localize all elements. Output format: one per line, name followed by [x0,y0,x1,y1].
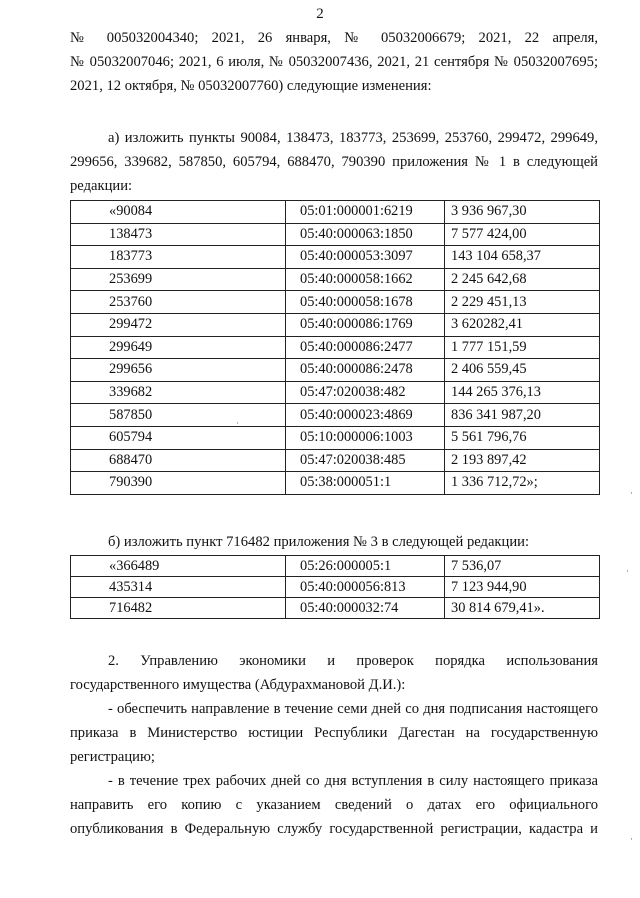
table-cell-cadastral: 05:40:000032:74 [286,598,445,619]
table-cell-cadastral: 05:40:000056:813 [286,577,445,598]
page-number: 2 [316,6,324,22]
table-cell-cadastral: 05:10:000006:1003 [286,426,445,449]
table-row [71,201,600,224]
text-line: б) изложить пункт 716482 приложения № 3 в следующей редакции: [108,534,530,550]
table-cell-cadastral: 05:38:000051:1 [286,472,445,495]
text-line: государственного имущества (Абдурахмановой Д.И.): [70,677,406,693]
table-cell-value: 2 229 451,13 [445,291,600,314]
table-cell-value: 1 336 712,72»; [445,472,600,495]
table-row [71,472,600,495]
table-cell-cadastral: 05:47:020038:485 [286,449,445,472]
table-cell-cadastral: 05:40:000058:1662 [286,268,445,291]
table-row [71,246,600,269]
text-line: приказа в Министерство юстиции Республики Дагестан на государственную [70,725,598,741]
table-row [71,313,600,336]
table-cell-value: 143 104 658,37 [445,246,600,269]
text-line: 2021, 12 октября, № 05032007760) следующие изменения: [70,78,432,94]
table-row [71,449,600,472]
table-cell-item: 253760 [71,291,286,314]
table-cell-cadastral: 05:40:000023:4869 [286,404,445,427]
table-cell-item: 587850 [71,404,286,427]
table-cell-cadastral: 05:40:000063:1850 [286,223,445,246]
table-cell-item: 253699 [71,268,286,291]
scan-speck-mark: · [630,488,633,498]
text-line: опубликования в Федеральную службу государственной регистрации, кадастра и [70,821,598,837]
table-cell-cadastral: 05:47:020038:482 [286,381,445,404]
bullet-1 [70,697,598,769]
table-row [71,336,600,359]
table-cell-value: 5 561 796,76 [445,426,600,449]
text-line: редакции: [70,178,133,194]
table-row [71,404,600,427]
table-cell-item: 339682 [71,381,286,404]
table-cell-cadastral: 05:40:000086:1769 [286,313,445,336]
table-cell-item: 183773 [71,246,286,269]
text-line: 2. Управлению экономики и проверок порядка использования [108,653,598,669]
table-cell-item: 299656 [71,359,286,382]
text-line: № 005032004340; 2021, 26 января, № 05032006679; 2021, 22 апреля, [70,30,598,46]
table-cell-item: 716482 [71,598,286,619]
table-row [71,268,600,291]
table-cell-value: 144 265 376,13 [445,381,600,404]
table-cell-item: 299649 [71,336,286,359]
table-row [71,291,600,314]
item-a-paragraph [70,126,598,198]
text-line: № 05032007046; 2021, 6 июля, № 05032007436, 2021, 21 сентября № 05032007695; [70,54,598,70]
table-row [71,598,600,619]
text-line: 299656, 339682, 587850, 605794, 688470, 790390 приложения № 1 в следующей [70,154,598,170]
text-line: - обеспечить направление в течение семи дней со дня подписания настоящего [108,701,598,717]
scan-speck-mark: · [626,566,629,576]
text-line: а) изложить пункты 90084, 138473, 183773, 253699, 253760, 299472, 299649, [108,130,598,146]
table-cell-value: 2 193 897,42 [445,449,600,472]
intro-paragraph [70,26,598,98]
table-cell-item: 435314 [71,577,286,598]
table-cell-item: 688470 [71,449,286,472]
table-cell-value: 2 245 642,68 [445,268,600,291]
table-row [71,359,600,382]
table-cell-value: 3 936 967,30 [445,201,600,224]
table-cell-cadastral: 05:26:000005:1 [286,556,445,577]
table-cell-item: 605794 [71,426,286,449]
table-row [71,556,600,577]
table-cell-cadastral: 05:40:000053:3097 [286,246,445,269]
text-line: регистрацию; [70,749,155,765]
table-cell-item: 299472 [71,313,286,336]
item-b-paragraph [70,530,598,554]
table-cell-cadastral: 05:40:000086:2477 [286,336,445,359]
table-cell-value: 1 777 151,59 [445,336,600,359]
table-cell-item: 790390 [71,472,286,495]
table-cell-value: 7 536,07 [445,556,600,577]
table-row [71,577,600,598]
table-cell-value: 3 620282,41 [445,313,600,336]
table-cell-value: 2 406 559,45 [445,359,600,382]
table-cell-cadastral: 05:01:000001:6219 [286,201,445,224]
table-cell-item: 138473 [71,223,286,246]
text-line: направить его копию с указанием сведений о датах его официального [70,797,598,813]
table-cell-value: 836 341 987,20 [445,404,600,427]
table-cell-item: «366489 [71,556,286,577]
table-cell-item: «90084 [71,201,286,224]
scan-speck-mark: · [236,418,239,428]
table-row [71,426,600,449]
table-appendix-1 [70,200,600,495]
table-appendix-3 [70,555,600,619]
scan-speck-mark: · [630,834,633,844]
bullet-2 [70,769,598,841]
table-cell-value: 7 577 424,00 [445,223,600,246]
table-row [71,381,600,404]
text-line: - в течение трех рабочих дней со дня вступления в силу настоящего приказа [108,773,598,789]
table-row [71,223,600,246]
table-cell-value: 7 123 944,90 [445,577,600,598]
table-cell-cadastral: 05:40:000058:1678 [286,291,445,314]
table-cell-value: 30 814 679,41». [445,598,600,619]
paragraph-2 [70,649,598,697]
table-cell-cadastral: 05:40:000086:2478 [286,359,445,382]
